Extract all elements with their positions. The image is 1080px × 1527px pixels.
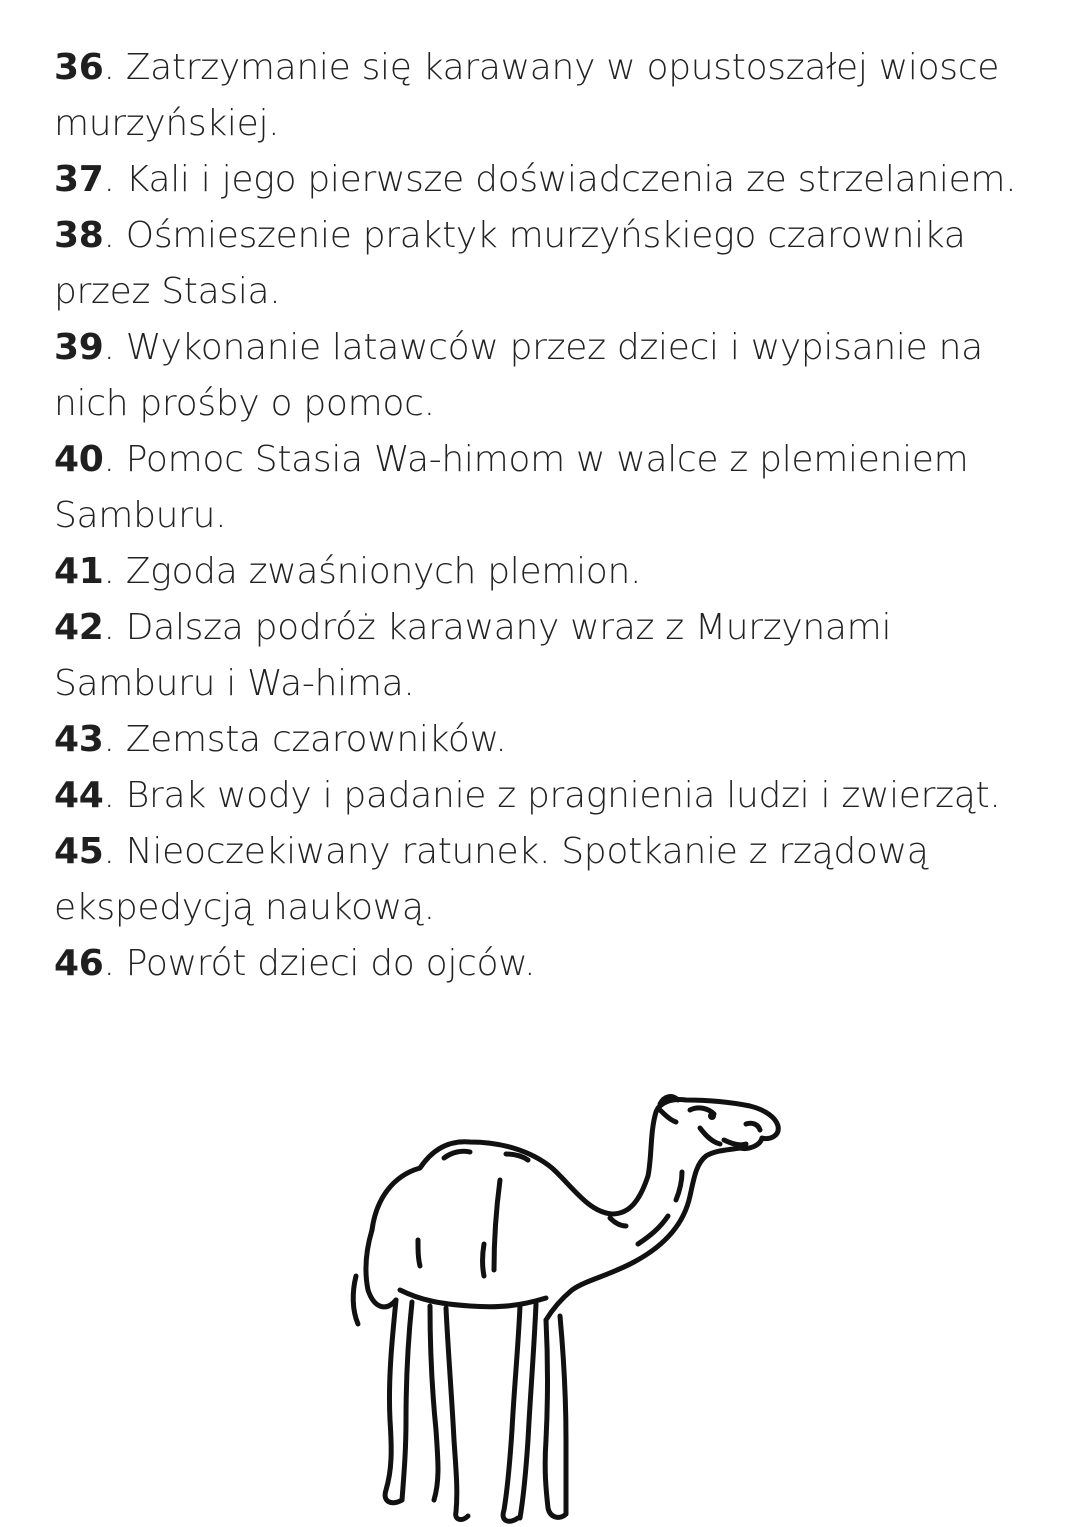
item-text: . Nieoczekiwany ratunek. Spotkanie z rządową ekspedycją naukową. <box>54 831 929 928</box>
list-item <box>54 40 1034 152</box>
list-item <box>54 432 1034 544</box>
item-number: 37 <box>54 159 104 200</box>
item-text: . Ośmieszenie praktyk murzyńskiego czarownika przez Stasia. <box>54 215 966 312</box>
list-item <box>54 600 1034 712</box>
item-number: 43 <box>54 719 104 760</box>
list-item <box>54 936 1034 992</box>
item-number: 41 <box>54 551 104 592</box>
list-item <box>54 824 1034 936</box>
item-number: 39 <box>54 327 104 368</box>
item-text: . Powrót dzieci do ojców. <box>103 943 536 984</box>
list-item <box>54 768 1034 824</box>
item-text: . Pomoc Stasia Wa-himom w walce z plemieniem Samburu. <box>54 439 969 536</box>
item-text: . Wykonanie latawców przez dzieci i wypisanie na nich prośby o pomoc. <box>54 327 983 424</box>
item-number: 44 <box>54 775 104 816</box>
list-item <box>54 712 1034 768</box>
item-text: . Zatrzymanie się karawany w opustoszałej wiosce murzyńskiej. <box>54 47 1000 144</box>
list-item <box>54 152 1034 208</box>
camel-icon <box>340 1090 790 1527</box>
plot-outline-list <box>54 40 1034 992</box>
item-text: . Zemsta czarowników. <box>103 719 507 760</box>
item-text: . Kali i jego pierwsze doświadczenia ze strzelaniem. <box>103 159 1017 200</box>
item-number: 40 <box>54 439 104 480</box>
item-number: 46 <box>54 943 104 984</box>
list-item <box>54 544 1034 600</box>
list-item <box>54 208 1034 320</box>
item-number: 36 <box>54 47 104 88</box>
item-text: . Dalsza podróż karawany wraz z Murzynami Samburu i Wa-hima. <box>54 607 892 704</box>
item-number: 45 <box>54 831 104 872</box>
item-number: 42 <box>54 607 104 648</box>
item-text: . Brak wody i padanie z pragnienia ludzi i zwierząt. <box>103 775 1001 816</box>
list-item <box>54 320 1034 432</box>
item-text: . Zgoda zwaśnionych plemion. <box>103 551 642 592</box>
item-number: 38 <box>54 215 104 256</box>
